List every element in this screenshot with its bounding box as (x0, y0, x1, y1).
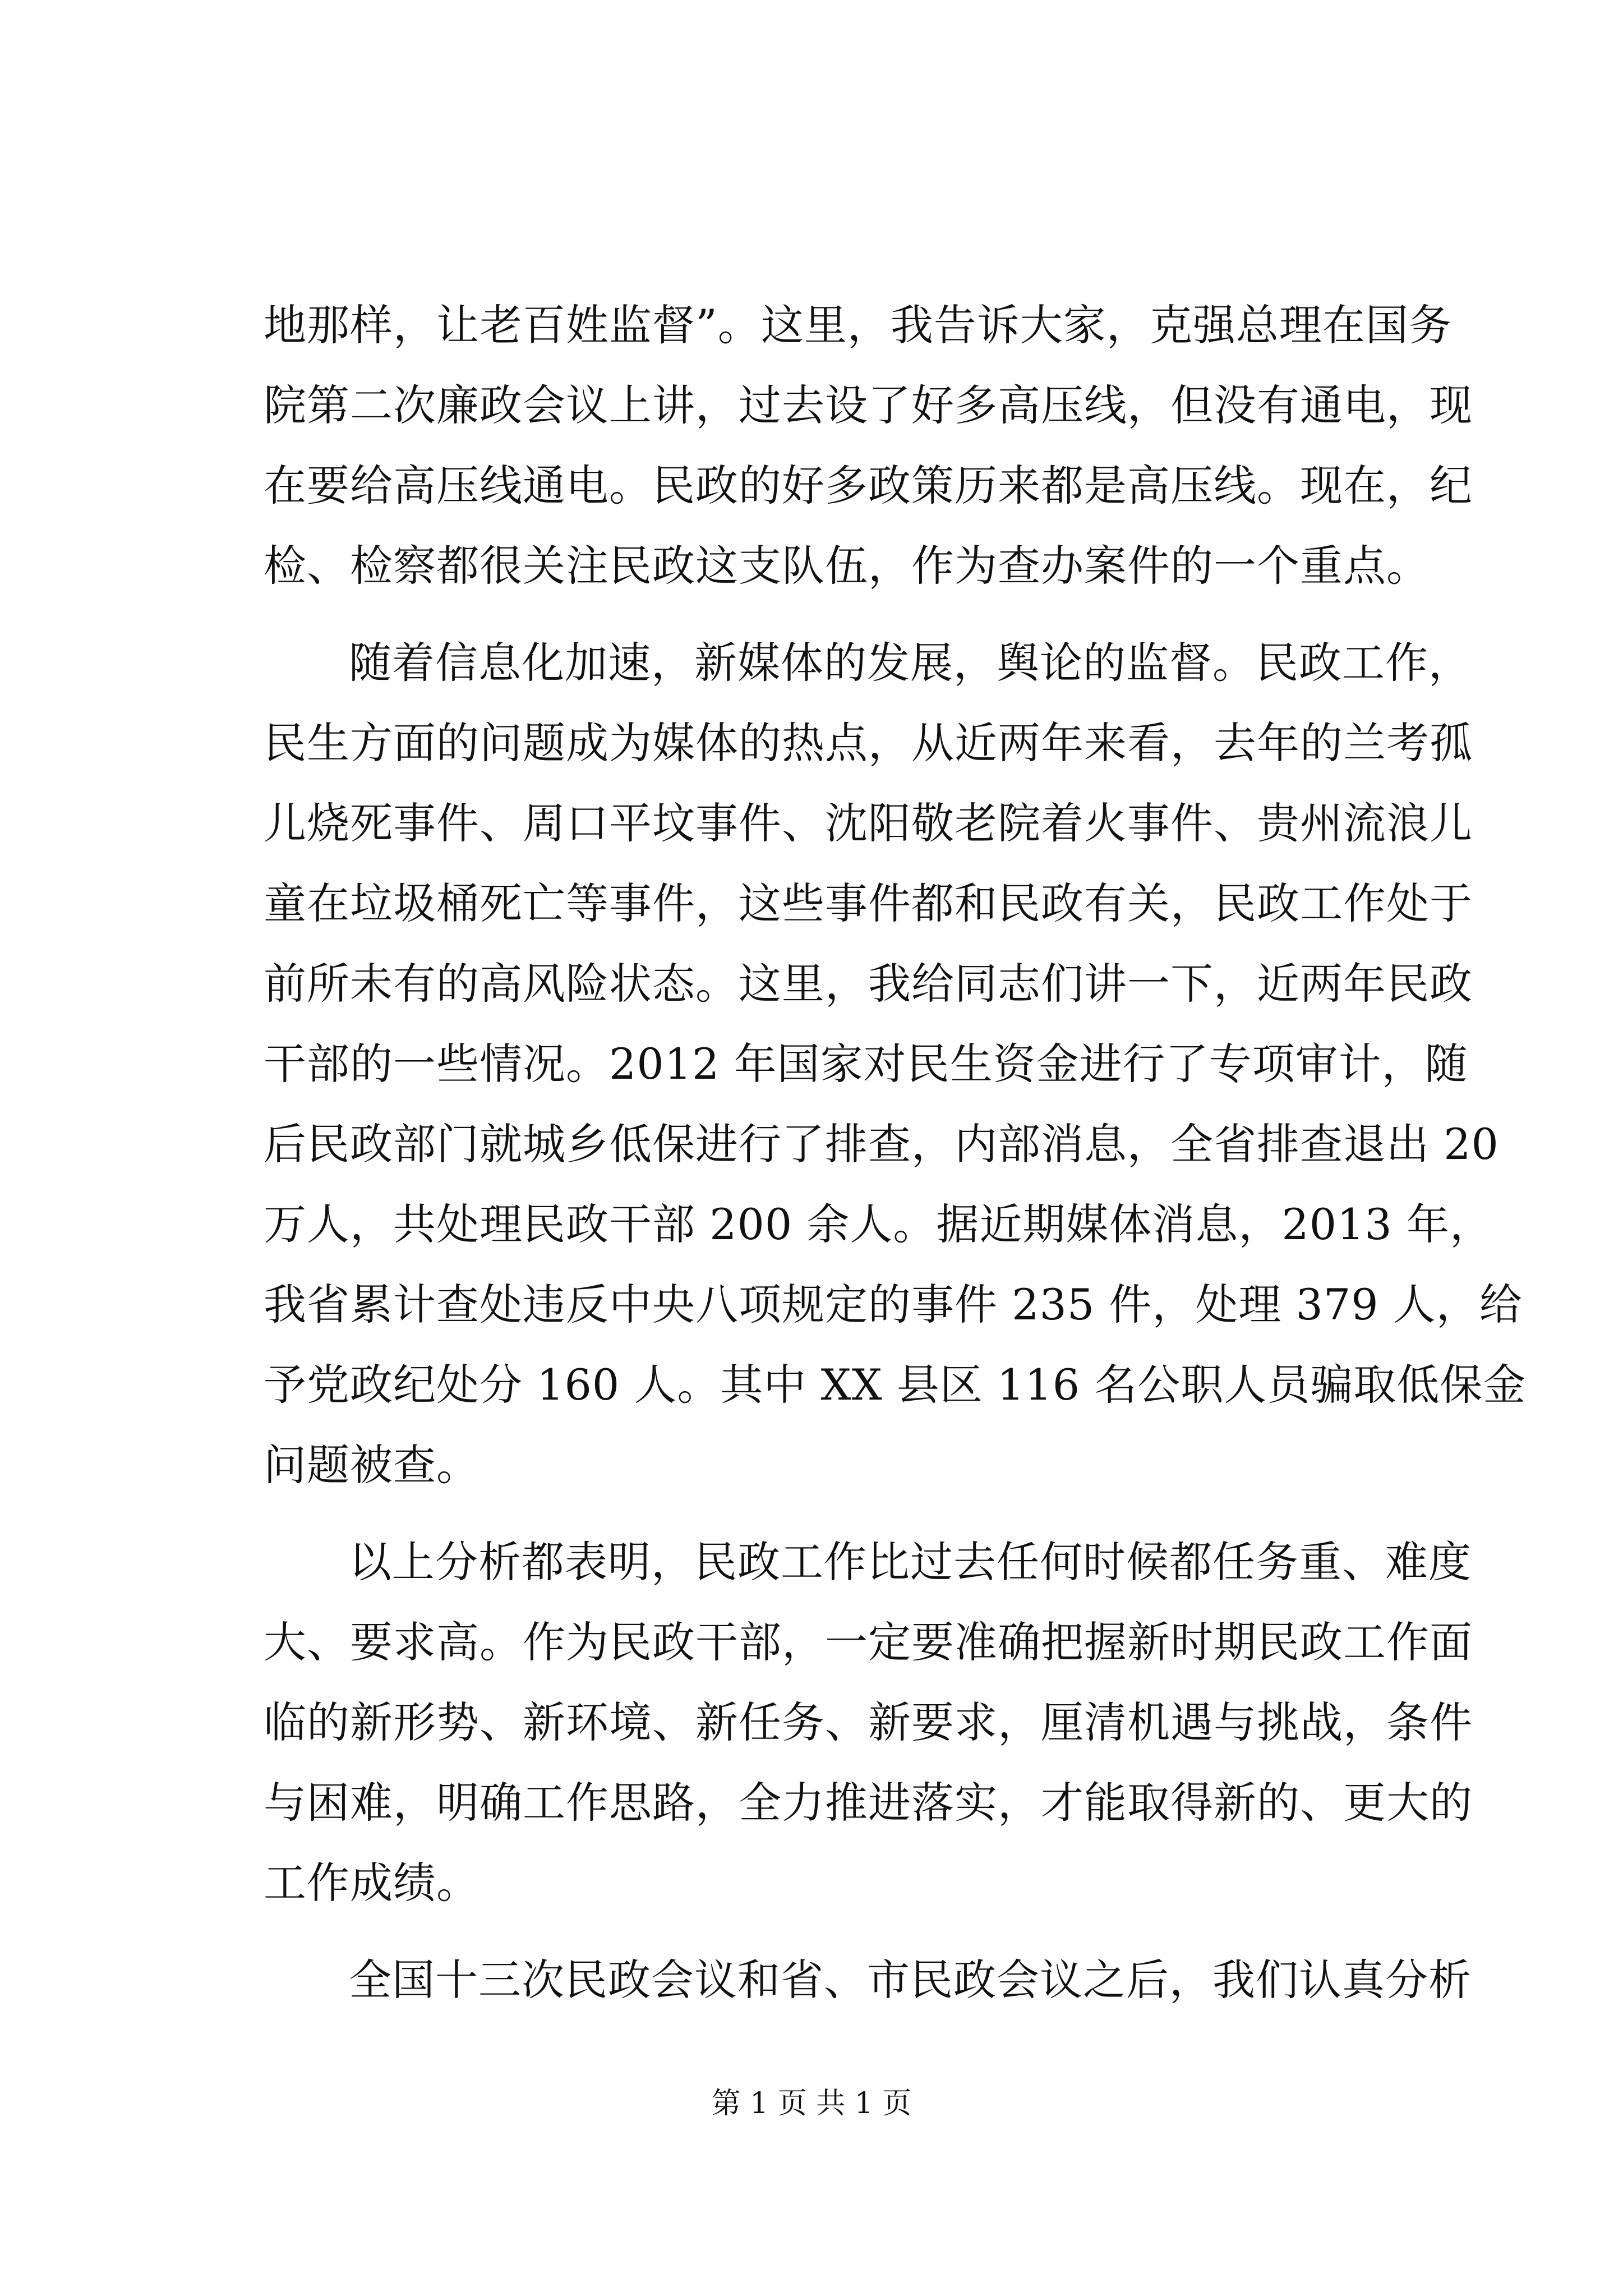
text-line: 童在垃圾桶死亡等事件，这些事件都和民政有关，民政工作处于 (264, 878, 1473, 928)
text-line: 地那样，让老百姓监督”。这里，我告诉大家，克强总理在国务 (264, 300, 1452, 350)
text-line: 与困难，明确工作思路，全力推进落实，才能取得新的、更大的 (264, 1778, 1473, 1828)
text-line: 问题被查。 (264, 1440, 479, 1490)
text-line: 临的新形势、新环境、新任务、新要求，厘清机遇与挑战，条件 (264, 1697, 1473, 1747)
text-line: 以上分析都表明，民政工作比过去任何时候都任务重、难度 (349, 1537, 1472, 1587)
text-line: 全国十三次民政会议和省、市民政会议之后，我们认真分析 (349, 1955, 1472, 2005)
text-line: 后民政部门就城乡低保进行了排查，内部消息，全省排查退出 20 (264, 1119, 1499, 1169)
text-line: 民生方面的问题成为媒体的热点，从近两年来看，去年的兰考孤 (264, 718, 1473, 768)
text-line: 检、检察都很关注民政这支队伍，作为查办案件的一个重点。 (264, 541, 1430, 591)
text-line: 大、要求高。作为民政干部，一定要准确把握新时期民政工作面 (264, 1617, 1473, 1667)
text-line: 前所未有的高风险状态。这里，我给同志们讲一下，近两年民政 (264, 959, 1473, 1009)
page-footer: 第 1 页 共 1 页 (711, 2087, 912, 2120)
text-line: 儿烧死事件、周口平坟事件、沈阳敬老院着火事件、贵州流浪儿 (264, 798, 1473, 848)
text-line: 万人，共处理民政干部 200 余人。据近期媒体消息，2013 年， (264, 1199, 1493, 1249)
text-line: 干部的一些情况。2012 年国家对民生资金进行了专项审计，随 (264, 1039, 1468, 1089)
text-line: 在要给高压线通电。民政的好多政策历来都是高压线。现在，纪 (264, 461, 1473, 510)
text-line: 随着信息化加速，新媒体的发展，舆论的监督。民政工作， (349, 638, 1472, 688)
text-line: 予党政纪处分 160 人。其中 XX 县区 116 名公职人员骗取低保金 (264, 1360, 1527, 1410)
text-line: 院第二次廉政会议上讲，过去设了好多高压线，但没有通电，现 (264, 380, 1473, 430)
text-line: 工作成绩。 (264, 1858, 479, 1908)
text-line: 我省累计查处违反中央八项规定的事件 235 件，处理 379 人，给 (264, 1280, 1523, 1329)
